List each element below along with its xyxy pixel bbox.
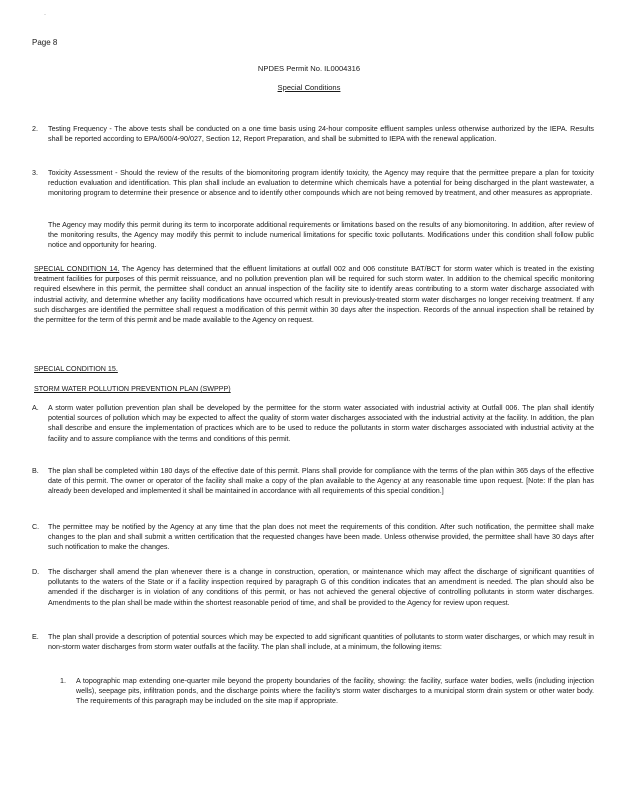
agency-paragraph: The Agency may modify this permit during its term to incorporate additional requirements or limitations based on the results of any biomonitoring. In addition, after review of the monitoring results, the Agency may modify this permit to include numerical limitations for specific toxic pollutants. Modifications under this condition shall follow public notice and opportunity for hearing.: [48, 221, 594, 250]
special-condition-15-label: SPECIAL CONDITION 15.: [34, 365, 118, 373]
condition-14-text: The Agency has determined that the effluent limitations at outfall 002 and 006 constitute BAT/BCT for storm water which is treated in the existing treatment facilities for purposes of this permit reissuance, and no pollution prevention plan will be required for such storm water. In addition to the chemical specific monitoring required elsewhere in this permit, the permittee shall conduct an annual inspection of the facility site to identify areas contributing to a storm water discharge associated with industrial activity, and determine whether any facility modifications have occurred which result in previously-treated storm water discharges no longer receiving treatment. If any such discharges are identified the permittee shall request a modification of this permit within 30 days after the inspection. Records of the annual inspection shall be retained by the permittee for the term of this permit and be made available to the Agency on request.: [34, 265, 594, 325]
item-marker: C.: [32, 523, 40, 531]
lettered-paragraph: The plan shall be completed within 180 days of the effective date of this permit. Plans shall provide for compliance with the terms of the plan within 365 days of the effective date of this permit. The owner or operator of the facility shall make a copy of the plan available to the Agency at any reasonable time upon request. [Note: If the plan has already been developed and implemented it shall be maintained in accordance with all requirements of this special condition.]: [48, 467, 594, 496]
lettered-paragraph: A storm water pollution prevention plan shall be developed by the permittee for the storm water associated with industrial activity at Outfall 006. The plan shall identify potential sources of pollution which may be expected to affect the quality of storm water discharges associated with the industrial activity at the facility. In addition, the plan shall describe and ensure the implementation of practices which are to be used to reduce the pollutants in storm water discharges associated with industrial activity at the facility and to assure compliance with the terms and conditions of this permit.: [48, 404, 594, 443]
lettered-paragraph: The discharger shall amend the plan whenever there is a change in construction, operation, or maintenance which may affect the discharge of significant quantities of pollutants to the waters of the State or if a facility inspection required by paragraph G of this condition indicates that an amendment is needed. The plan should also be amended if the discharger is in violation of any conditions of this permit, or has not achieved the general objective of controlling pollutants in storm water discharges. Amendments to the plan shall be made within the shortest reasonable period of time, and shall be provided to the Agency for review upon request.: [48, 568, 594, 607]
scan-mark: ·: [44, 12, 46, 18]
item-marker: D.: [32, 568, 40, 576]
item-paragraph: Toxicity Assessment - Should the review of the results of the biomonitoring program identify toxicity, the Agency may require that the permittee prepare a plan for toxicity reduction evaluation and identification. This plan shall include an evaluation to determine which chemicals have a potential for being discharged in the plant wastewater, a monitoring program to determine their presence or absence and to identify other compounds which are not being removed by treatment, and other measures as appropriate.: [48, 169, 594, 198]
section-title: Special Conditions: [277, 83, 341, 92]
sub-item-marker: 1.: [60, 677, 66, 685]
item-marker: 3.: [32, 169, 38, 177]
special-condition-14: [34, 264, 594, 325]
item-marker: E.: [32, 633, 39, 641]
item-marker: A.: [32, 404, 39, 412]
condition-14-label: SPECIAL CONDITION 14.: [34, 265, 120, 273]
item-marker: 2.: [32, 125, 38, 133]
sub-item-paragraph: A topographic map extending one-quarter mile beyond the property boundaries of the facility, showing: the facility, surface water bodies, wells (including injection wells), seepage pits, infiltration ponds, and the discharge points where the facility's storm water discharges to a municipal storm drain system or other water body. The requirements of this paragraph may be included on the site map if appropriate.: [76, 677, 594, 706]
item-paragraph: Testing Frequency - The above tests shall be conducted on a one time basis using 24-hour composite effluent samples unless otherwise authorized by the IEPA. Results shall be reported according to EPA/600/4-90/027, Section 12, Report Preparation, and shall be submitted to IEPA with the renewal application.: [48, 125, 594, 144]
item-marker: B.: [32, 467, 39, 475]
page-number: Page 8: [32, 38, 58, 47]
lettered-paragraph: The plan shall provide a description of potential sources which may be expected to add significant quantities of pollutants to storm water discharges, or which may result in non-storm water discharges from storm water outfalls at the facility. The plan shall include, at a minimum, the following items:: [48, 633, 594, 652]
permit-title: NPDES Permit No. IL0004316: [257, 64, 361, 73]
swppp-heading: STORM WATER POLLUTION PREVENTION PLAN (SWPPP): [34, 385, 231, 393]
lettered-paragraph: The permittee may be notified by the Agency at any time that the plan does not meet the requirements of this condition. After such notification, the permittee shall make changes to the plan and shall submit a written certification that the requested changes have been made. Unless otherwise provided, the permittee shall have 30 days after such notification to make the changes.: [48, 523, 594, 552]
